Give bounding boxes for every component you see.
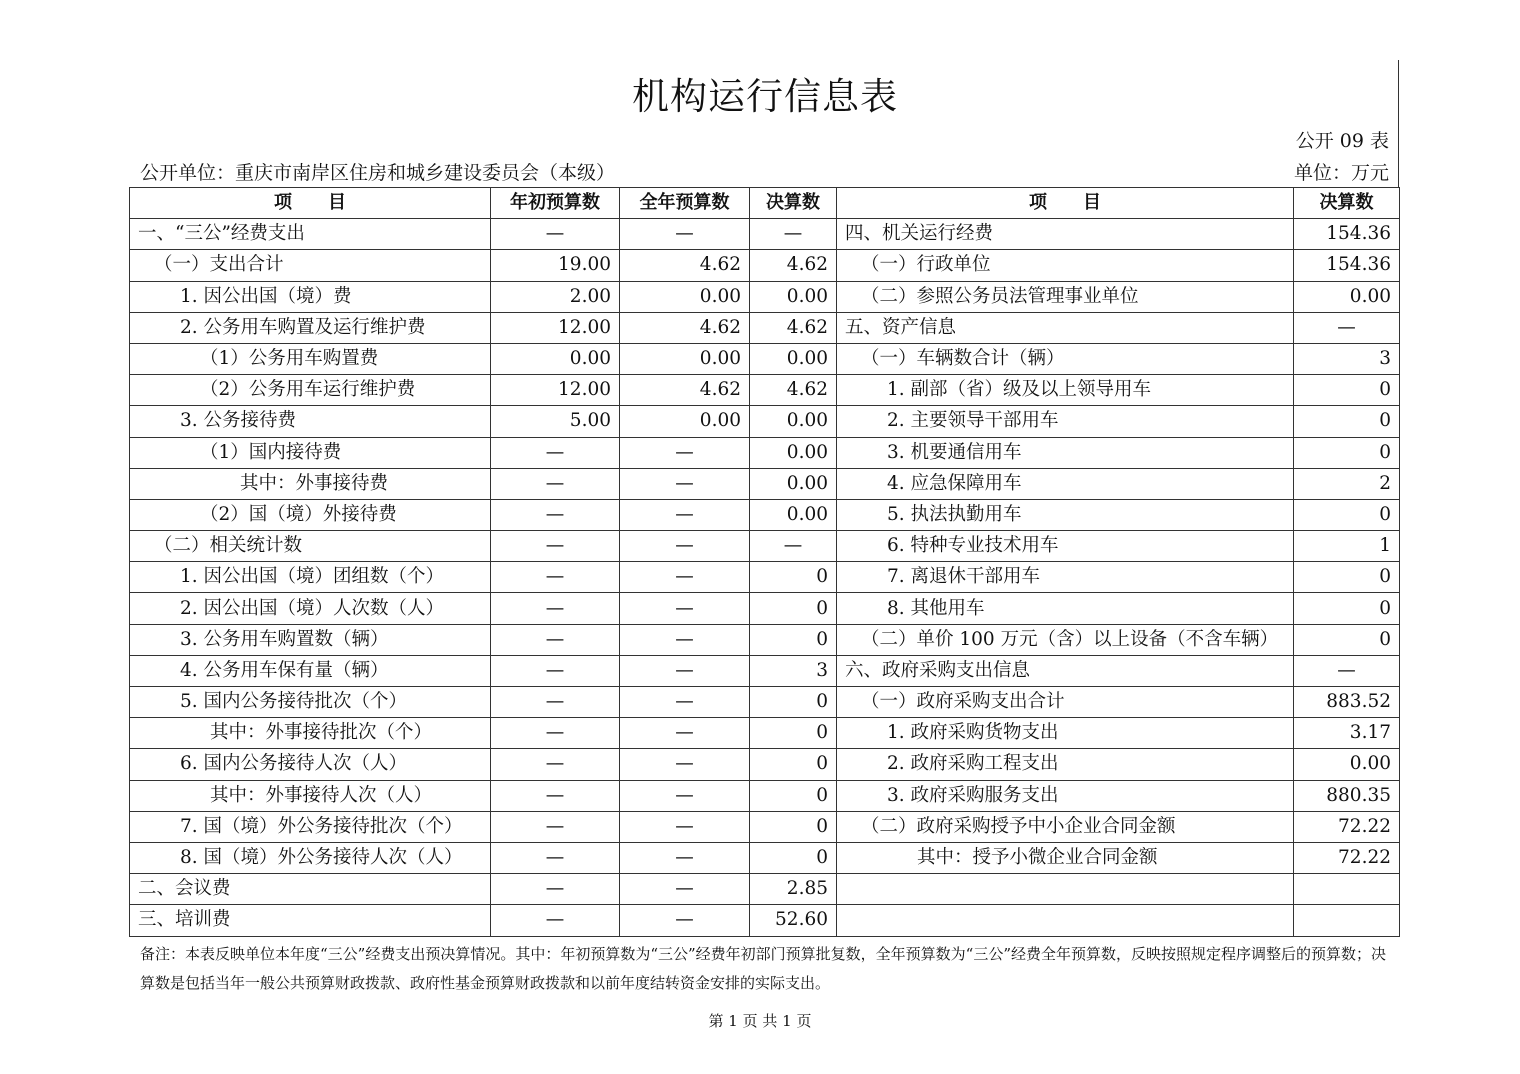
initial-budget-value: — — [491, 499, 620, 530]
final-value: 0.00 — [750, 281, 837, 312]
final-value-2: 3 — [1294, 343, 1400, 374]
final-value-2: 0 — [1294, 593, 1400, 624]
item-label-2: 5. 执法执勤用车 — [837, 499, 1294, 530]
table-row — [130, 905, 1400, 936]
item-label: 8. 国（境）外公务接待人次（人） — [130, 842, 491, 873]
full-budget-value: — — [620, 562, 750, 593]
item-label: （2）国（境）外接待费 — [130, 499, 491, 530]
item-label-2: 4. 应急保障用车 — [837, 468, 1294, 499]
page-footer: 第 1 页 共 1 页 — [708, 1012, 812, 1030]
full-budget-value: — — [620, 593, 750, 624]
item-label-2 — [837, 905, 1294, 936]
initial-budget-value: — — [491, 905, 620, 936]
final-value: 0 — [750, 718, 837, 749]
final-value: 4.62 — [750, 250, 837, 281]
item-label-2: 2. 主要领导干部用车 — [837, 406, 1294, 437]
item-label: （1）公务用车购置费 — [130, 343, 491, 374]
final-value-2: 2 — [1294, 468, 1400, 499]
final-value: 0.00 — [750, 499, 837, 530]
table-row — [130, 406, 1400, 437]
header-final: 决算数 — [750, 188, 837, 219]
table-row — [130, 687, 1400, 718]
table-row — [130, 749, 1400, 780]
item-label: （1）国内接待费 — [130, 437, 491, 468]
full-budget-value: — — [620, 219, 750, 250]
initial-budget-value: — — [491, 874, 620, 905]
final-value: 0 — [750, 811, 837, 842]
item-label-2: （二）单价 100 万元（含）以上设备（不含车辆） — [837, 624, 1294, 655]
final-value: 4.62 — [750, 312, 837, 343]
item-label-2: （二）政府采购授予中小企业合同金额 — [837, 811, 1294, 842]
full-budget-value: — — [620, 655, 750, 686]
full-budget-value: — — [620, 531, 750, 562]
full-budget-value: — — [620, 811, 750, 842]
item-label: （2）公务用车运行维护费 — [130, 375, 491, 406]
initial-budget-value: — — [491, 749, 620, 780]
item-label: 3. 公务用车购置数（辆） — [130, 624, 491, 655]
final-value: 0.00 — [750, 343, 837, 374]
item-label: 1. 因公出国（境）费 — [130, 281, 491, 312]
table-row — [130, 312, 1400, 343]
item-label: 其中：外事接待费 — [130, 468, 491, 499]
table-row — [130, 468, 1400, 499]
item-label-2: 8. 其他用车 — [837, 593, 1294, 624]
final-value-2: 3.17 — [1294, 718, 1400, 749]
item-label-2: 1. 副部（省）级及以上领导用车 — [837, 375, 1294, 406]
final-value: 0.00 — [750, 468, 837, 499]
initial-budget-value: 12.00 — [491, 375, 620, 406]
final-value: 0 — [750, 780, 837, 811]
final-value-2: 0 — [1294, 375, 1400, 406]
final-value-2: 0.00 — [1294, 281, 1400, 312]
table-row — [130, 624, 1400, 655]
item-label: 1. 因公出国（境）团组数（个） — [130, 562, 491, 593]
final-value-2: 0 — [1294, 406, 1400, 437]
final-value-2: 154.36 — [1294, 219, 1400, 250]
item-label: 5. 国内公务接待批次（个） — [130, 687, 491, 718]
item-label: （二）相关统计数 — [130, 531, 491, 562]
initial-budget-value: 19.00 — [491, 250, 620, 281]
form-number: 公开 09 表 — [1295, 130, 1389, 152]
item-label-2: 六、政府采购支出信息 — [837, 655, 1294, 686]
final-value: 0 — [750, 624, 837, 655]
full-budget-value: 0.00 — [620, 281, 750, 312]
initial-budget-value: 12.00 — [491, 312, 620, 343]
final-value: 52.60 — [750, 905, 837, 936]
initial-budget-value: 2.00 — [491, 281, 620, 312]
item-label-2: （一）车辆数合计（辆） — [837, 343, 1294, 374]
final-value: 3 — [750, 655, 837, 686]
item-label-2: 3. 政府采购服务支出 — [837, 780, 1294, 811]
final-value-2: 0 — [1294, 624, 1400, 655]
full-budget-value: 0.00 — [620, 406, 750, 437]
final-value: 0 — [750, 687, 837, 718]
table-row — [130, 343, 1400, 374]
final-value-2 — [1294, 874, 1400, 905]
final-value-2: 0 — [1294, 562, 1400, 593]
reporting-unit: 公开单位：重庆市南岸区住房和城乡建设委员会（本级） — [140, 162, 616, 184]
final-value: 0.00 — [750, 437, 837, 468]
final-value-2: 0.00 — [1294, 749, 1400, 780]
item-label-2: 1. 政府采购货物支出 — [837, 718, 1294, 749]
full-budget-value: — — [620, 905, 750, 936]
item-label-2: 其中：授予小微企业合同金额 — [837, 842, 1294, 873]
item-label: 一、“三公”经费支出 — [130, 219, 491, 250]
currency-unit: 单位：万元 — [1293, 162, 1389, 184]
item-label-2: 五、资产信息 — [837, 312, 1294, 343]
info-table — [129, 187, 1400, 937]
header-full-budget: 全年预算数 — [620, 188, 750, 219]
full-budget-value: — — [620, 468, 750, 499]
item-label: 4. 公务用车保有量（辆） — [130, 655, 491, 686]
table-row — [130, 655, 1400, 686]
item-label: 6. 国内公务接待人次（人） — [130, 749, 491, 780]
initial-budget-value: — — [491, 780, 620, 811]
full-budget-value: — — [620, 687, 750, 718]
table-row — [130, 874, 1400, 905]
initial-budget-value: — — [491, 624, 620, 655]
initial-budget-value: — — [491, 593, 620, 624]
full-budget-value: — — [620, 749, 750, 780]
item-label: 3. 公务接待费 — [130, 406, 491, 437]
full-budget-value: 4.62 — [620, 250, 750, 281]
table-row — [130, 780, 1400, 811]
item-label: 7. 国（境）外公务接待批次（个） — [130, 811, 491, 842]
final-value-2: 0 — [1294, 437, 1400, 468]
item-label-2: 7. 离退休干部用车 — [837, 562, 1294, 593]
final-value: 0 — [750, 593, 837, 624]
page-title: 机构运行信息表 — [632, 75, 898, 118]
header-initial-budget: 年初预算数 — [491, 188, 620, 219]
final-value-2: 880.35 — [1294, 780, 1400, 811]
final-value: 0 — [750, 562, 837, 593]
full-budget-value: — — [620, 874, 750, 905]
item-label: 其中：外事接待人次（人） — [130, 780, 491, 811]
full-budget-value: 4.62 — [620, 312, 750, 343]
table-row — [130, 811, 1400, 842]
note-text: 备注：本表反映单位本年度“三公”经费支出预决算情况。其中：年初预算数为“三公”经费年初部门预算批复数，全年预算数为“三公”经费全年预算数，反映按照规定程序调整后的预算数；决算数是包括当年一般公共预算财政拨款、政府性基金预算财政拨款和以前年度结转资金安排的实际支出。 — [140, 945, 1387, 992]
final-value-2: 0 — [1294, 499, 1400, 530]
initial-budget-value: 5.00 — [491, 406, 620, 437]
final-value-2: 72.22 — [1294, 811, 1400, 842]
final-value-2: 154.36 — [1294, 250, 1400, 281]
final-value-2: — — [1294, 655, 1400, 686]
header-row — [130, 188, 1400, 219]
item-label-2: （一）行政单位 — [837, 250, 1294, 281]
item-label-2: 6. 特种专业技术用车 — [837, 531, 1294, 562]
initial-budget-value: 0.00 — [491, 343, 620, 374]
table-row — [130, 219, 1400, 250]
full-budget-value: 4.62 — [620, 375, 750, 406]
final-value-2: — — [1294, 312, 1400, 343]
final-value-2: 883.52 — [1294, 687, 1400, 718]
item-label: 2. 公务用车购置及运行维护费 — [130, 312, 491, 343]
header-final-2: 决算数 — [1294, 188, 1400, 219]
table-row — [130, 562, 1400, 593]
final-value-2: 72.22 — [1294, 842, 1400, 873]
table-row — [130, 437, 1400, 468]
final-value: 0 — [750, 749, 837, 780]
item-label: 三、培训费 — [130, 905, 491, 936]
header-item: 项 目 — [130, 188, 491, 219]
full-budget-value: — — [620, 437, 750, 468]
item-label-2: （二）参照公务员法管理事业单位 — [837, 281, 1294, 312]
final-value: — — [750, 531, 837, 562]
item-label-2: 四、机关运行经费 — [837, 219, 1294, 250]
item-label: 其中：外事接待批次（个） — [130, 718, 491, 749]
table-row — [130, 375, 1400, 406]
table-row — [130, 250, 1400, 281]
initial-budget-value: — — [491, 718, 620, 749]
item-label: （一）支出合计 — [130, 250, 491, 281]
initial-budget-value: — — [491, 531, 620, 562]
table-row — [130, 842, 1400, 873]
item-label: 二、会议费 — [130, 874, 491, 905]
full-budget-value: — — [620, 718, 750, 749]
item-label-2: （一）政府采购支出合计 — [837, 687, 1294, 718]
table-row — [130, 281, 1400, 312]
header-item-2: 项 目 — [837, 188, 1294, 219]
initial-budget-value: — — [491, 437, 620, 468]
final-value-2 — [1294, 905, 1400, 936]
item-label-2: 2. 政府采购工程支出 — [837, 749, 1294, 780]
table-row — [130, 718, 1400, 749]
initial-budget-value: — — [491, 468, 620, 499]
table-row — [130, 499, 1400, 530]
item-label: 2. 因公出国（境）人次数（人） — [130, 593, 491, 624]
table-row — [130, 593, 1400, 624]
final-value: 4.62 — [750, 375, 837, 406]
initial-budget-value: — — [491, 655, 620, 686]
full-budget-value: — — [620, 842, 750, 873]
table-row — [130, 531, 1400, 562]
initial-budget-value: — — [491, 562, 620, 593]
initial-budget-value: — — [491, 219, 620, 250]
final-value: 2.85 — [750, 874, 837, 905]
final-value: 0.00 — [750, 406, 837, 437]
full-budget-value: — — [620, 624, 750, 655]
initial-budget-value: — — [491, 687, 620, 718]
final-value-2: 1 — [1294, 531, 1400, 562]
full-budget-value: — — [620, 499, 750, 530]
initial-budget-value: — — [491, 811, 620, 842]
full-budget-value: — — [620, 780, 750, 811]
final-value: — — [750, 219, 837, 250]
item-label-2 — [837, 874, 1294, 905]
final-value: 0 — [750, 842, 837, 873]
item-label-2: 3. 机要通信用车 — [837, 437, 1294, 468]
initial-budget-value: — — [491, 842, 620, 873]
full-budget-value: 0.00 — [620, 343, 750, 374]
